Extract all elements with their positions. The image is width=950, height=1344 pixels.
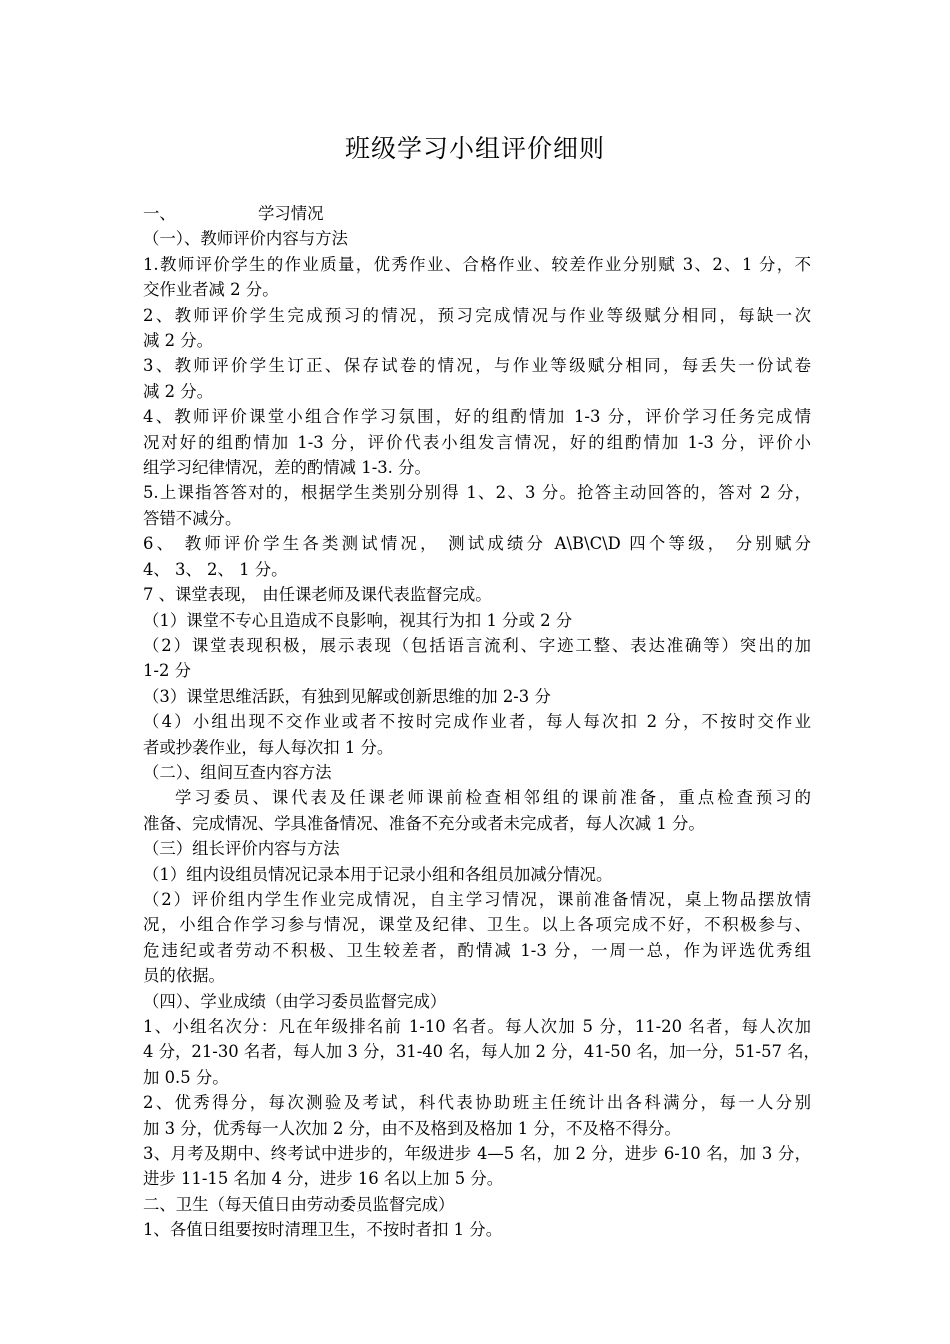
list-item: （4）小组出现不交作业或者不按时完成作业者，每人每次扣 2 分，不按时交作业 (143, 712, 811, 732)
paragraph-line: 1、小组名次分：凡在年级排名前 1-10 名者。每人次加 5 分，11-20 名者，每人次加 (143, 1017, 811, 1036)
paragraph-line: 答错不减分。 (143, 508, 242, 528)
list-item: （3）课堂思维活跃，有独到见解或创新思维的加 2-3 分 (143, 686, 551, 706)
paragraph-line: 5.上课指答答对的，根据学生类别分别得 1、2、3 分。抢答主动回答的，答对 2 分， (143, 483, 811, 503)
paragraph-line: 3、教师评价学生订正、保存试卷的情况，与作业等级赋分相同，每丢失一份试卷 (143, 356, 811, 376)
paragraph-line: 学习委员、课代表及任课老师课前检查相邻组的课前准备，重点检查预习的 (175, 788, 811, 808)
paragraph-line: 减 2 分。 (143, 331, 214, 351)
paragraph-line: 加 3 分，优秀每一人次加 2 分，由不及格到及格加 1 分，不及格不得分。 (143, 1118, 681, 1138)
list-item: （2）评价组内学生作业完成情况，自主学习情况，课前准备情况，桌上物品摆放情 (143, 889, 811, 909)
subsection-heading: （四）、学业成绩（由学习委员监督完成） (143, 991, 447, 1011)
subsection-heading: （三）组长评价内容与方法 (143, 839, 340, 859)
paragraph-line: 4、 3、 2、 1 分。 (143, 559, 288, 579)
list-item: （1）课堂不专心且造成不良影响，视其行为扣 1 分或 2 分 (143, 610, 573, 630)
section-number: 一、 (143, 204, 176, 223)
paragraph-line: 3、月考及期中、终考试中进步的，年级进步 4—5 名，加 2 分，进步 6-10 名，加 3 分， (143, 1144, 811, 1164)
paragraph-line: 7 、课堂表现， 由任课老师及课代表监督完成。 (143, 585, 492, 605)
paragraph-line: 减 2 分。 (143, 381, 214, 401)
paragraph-line: 4、教师评价课堂小组合作学习氛围，好的组酌情加 1-3 分，评价学习任务完成情 (143, 407, 811, 427)
paragraph-line: 员的依据。 (143, 966, 225, 986)
paragraph-line: 组学习纪律情况，差的酌情减 1-3. 分。 (143, 458, 431, 478)
paragraph-line: 4 分，21-30 名者，每人加 3 分，31-40 名，每人加 2 分，41-50 名，加一分，51-57 名， (143, 1042, 820, 1062)
paragraph-line: 进步 11-15 名加 4 分，进步 16 名以上加 5 分。 (143, 1169, 504, 1189)
section-heading: 二、卫生（每天值日由劳动委员监督完成） (143, 1194, 455, 1214)
document-body (143, 201, 820, 1243)
paragraph-line: 1.教师评价学生的作业质量，优秀作业、合格作业、较差作业分别赋 3、2、1 分，不 (143, 254, 811, 274)
document-title: 班级学习小组评价细则 (344, 134, 605, 163)
subsection-heading: （一）、教师评价内容与方法 (143, 229, 348, 249)
paragraph-line: 者或抄袭作业，每人每次扣 1 分。 (143, 737, 394, 757)
paragraph-line: 加 0.5 分。 (143, 1067, 229, 1087)
section-title: 学习情况 (258, 204, 324, 223)
paragraph-line: 危违纪或者劳动不积极、卫生较差者，酌情减 1-3 分，一周一总，作为评选优秀组 (143, 940, 811, 960)
paragraph-line: 准备、完成情况、学具准备情况、准备不充分或者未完成者，每人次减 1 分。 (143, 813, 705, 833)
subsection-heading: （二）、组间互查内容方法 (143, 762, 332, 782)
paragraph-line: 6、 教师评价学生各类测试情况， 测试成绩分 A\B\C\D 四个等级， 分别赋分 (143, 534, 811, 554)
paragraph-line: 2、教师评价学生完成预习的情况，预习完成情况与作业等级赋分相同，每缺一次 (143, 305, 811, 325)
paragraph-line: 况对好的组酌情加 1-3 分，评价代表小组发言情况，好的组酌情加 1-3 分，评价小 (143, 432, 811, 452)
paragraph-line: 况，小组合作学习参与情况，课堂及纪律、卫生。以上各项完成不好，不积极参与、 (143, 915, 811, 935)
list-item: （2）课堂表现积极，展示表现（包括语言流利、字迹工整、表达准确等）突出的加 (143, 635, 811, 655)
section-heading (143, 201, 811, 226)
paragraph-line: 交作业者减 2 分。 (143, 280, 279, 300)
list-item: （1）组内设组员情况记录本用于记录小组和各组员加减分情况。 (143, 864, 613, 884)
paragraph-line: 1-2 分 (143, 661, 191, 681)
paragraph-line: 1、各值日组要按时清理卫生，不按时者扣 1 分。 (143, 1220, 503, 1240)
paragraph-line: 2、优秀得分，每次测验及考试，科代表协助班主任统计出各科满分，每一人分别 (143, 1093, 811, 1113)
